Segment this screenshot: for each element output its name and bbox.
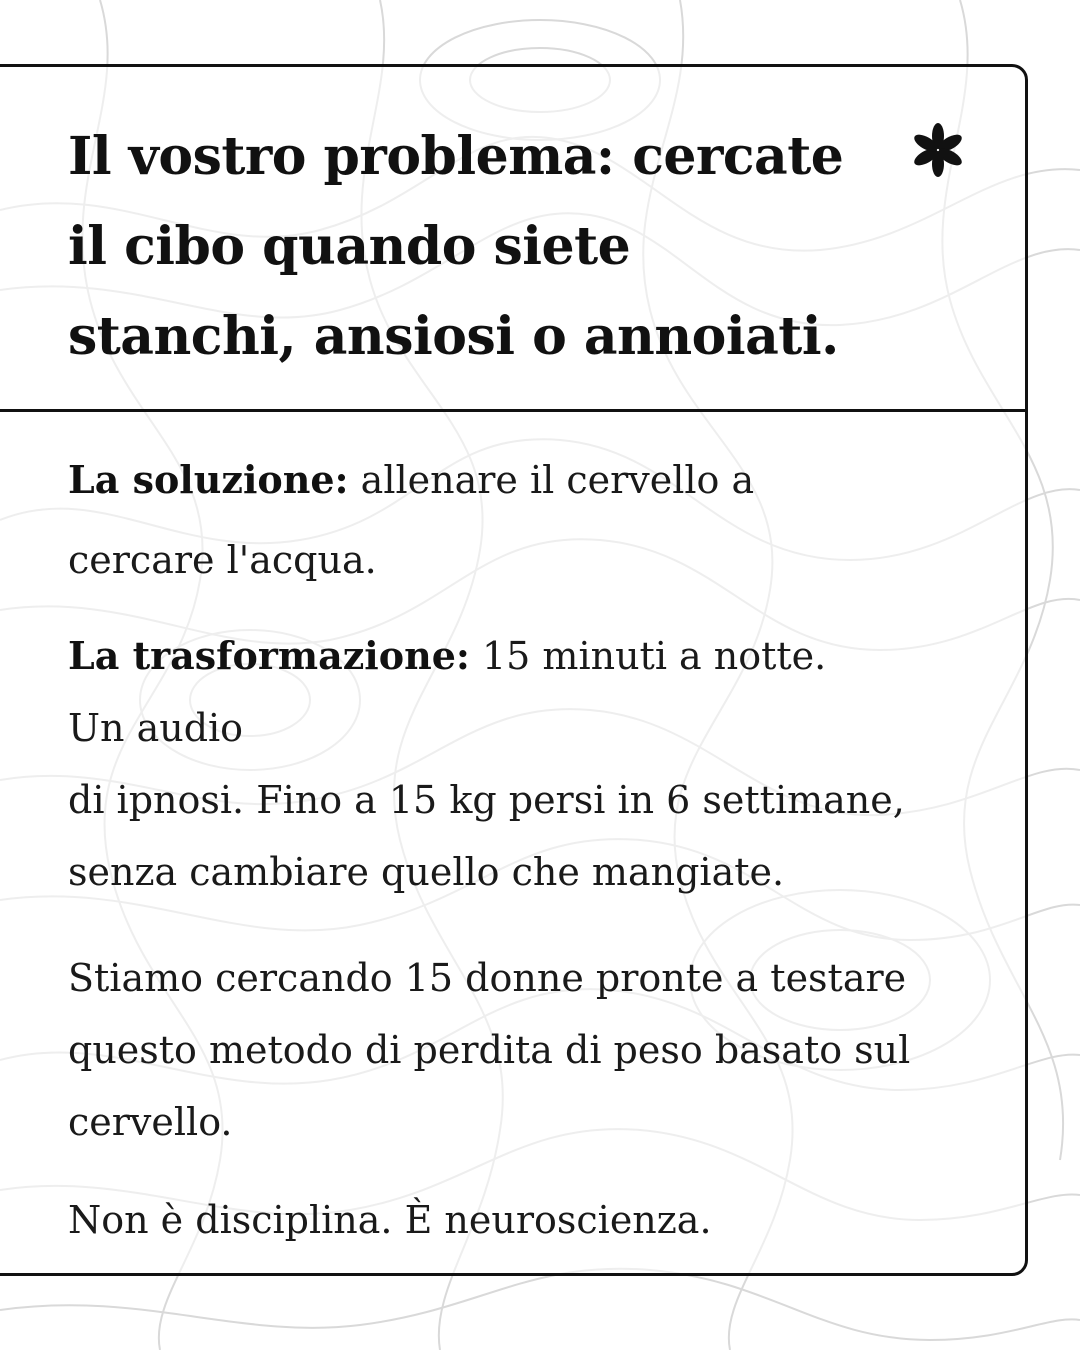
- headline-line: il cibo quando siete: [68, 216, 631, 277]
- solution-label: La soluzione:: [68, 457, 349, 502]
- transformation-text: 15 minuti a notte.: [469, 634, 827, 678]
- solution-text: cercare l'acqua.: [68, 538, 377, 582]
- recruitment-text: Stiamo cercando 15 donne pronte a testare: [68, 956, 907, 1000]
- closing-paragraph: [68, 1184, 1008, 1256]
- asterisk-icon: [910, 122, 966, 178]
- section-divider: [0, 409, 1025, 412]
- recruitment-text: questo metodo di perdita di peso basato sul: [68, 1028, 911, 1072]
- transformation-paragraph: [68, 620, 1008, 908]
- headline: [68, 112, 968, 382]
- headline-line: Il vostro problema: cercate: [68, 126, 844, 187]
- transformation-text: senza cambiare quello che mangiate.: [68, 850, 785, 894]
- solution-paragraph: [68, 440, 1008, 600]
- recruitment-paragraph: [68, 942, 1008, 1158]
- transformation-text: di ipnosi. Fino a 15 kg persi in 6 settimane,: [68, 778, 905, 822]
- transformation-label: La trasformazione:: [68, 633, 470, 678]
- closing-text: Non è disciplina. È neuroscienza.: [68, 1198, 712, 1242]
- transformation-text: Un audio: [68, 706, 244, 750]
- headline-line: stanchi, ansiosi o annoiati.: [68, 306, 839, 367]
- solution-text: allenare il cervello a: [348, 458, 755, 502]
- recruitment-text: cervello.: [68, 1100, 233, 1144]
